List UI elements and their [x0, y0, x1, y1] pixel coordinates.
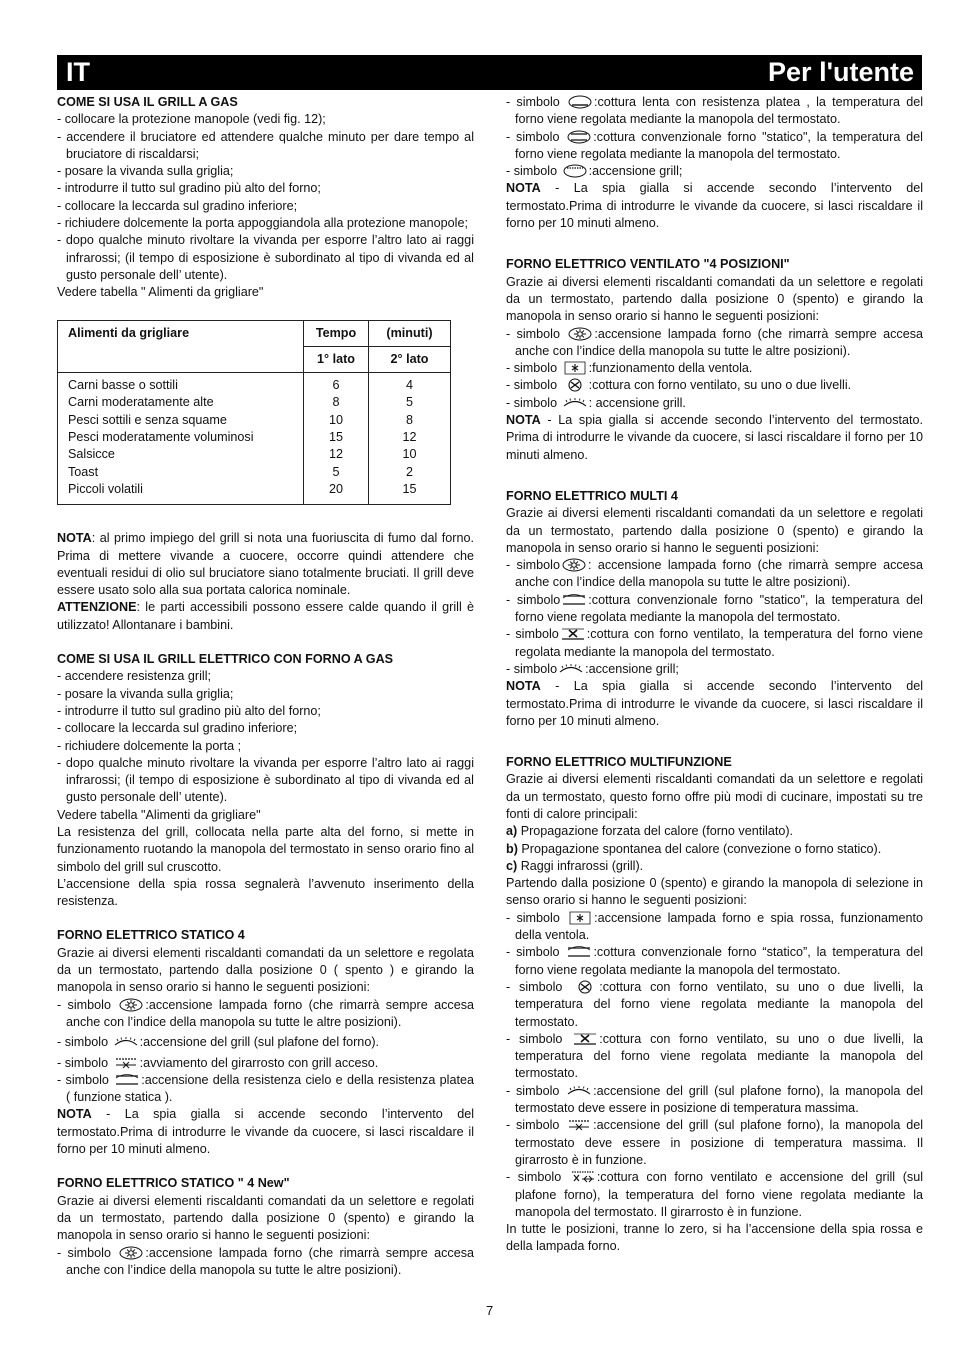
table-header-food: Alimenti da grigliare — [58, 320, 304, 373]
table-cell: 10 — [328, 412, 343, 427]
paragraph: Grazie ai diversi elementi riscaldanti comandati da un selettore e regolati da un termostato, questo forno offre più modi di cucinare, impostati su tre fonti di calore principali: — [506, 772, 923, 821]
symbol-item: - simbolo :funzionamento della ventola. — [506, 361, 753, 376]
symbol-item: - simbolo :cottura lenta con resistenza platea , la temperatura del forno viene regolata mediante la manopola del termostato. — [506, 95, 924, 127]
table-cell: Carni basse o sottili — [68, 378, 178, 393]
paragraph: La resistenza del grill, collocata nella parte alta del forno, si mette in funzionamento ruotando la manopola del termostato in senso orario fino al simbolo del grill sul cruscotto. — [57, 824, 474, 874]
fan-with-resistance-icon — [572, 1032, 598, 1045]
heat-source-a: a) Propagazione forzata del calore (forno ventilato). — [506, 824, 794, 839]
conventional-oven-icon — [566, 130, 592, 143]
table-cell: Pesci sottili e senza squame — [68, 412, 227, 427]
static-oven-icon — [561, 593, 587, 606]
symbol-item: - simbolo :accensione lampada forno (che rimarrà sempre accesa anche con l’indice della manopola su tutte le altre posizioni). — [57, 997, 475, 1029]
page-number: 7 — [486, 1303, 494, 1318]
section-title-multi-4: FORNO ELETTRICO MULTI 4 — [506, 488, 678, 503]
table-column-side-2 — [369, 373, 451, 505]
paragraph: Partendo dalla posizione 0 (spento) e girando la manopola di selezione in senso orario si hanno le seguenti posizioni: — [506, 876, 923, 908]
table-column-side-1 — [304, 373, 369, 505]
fan-oven-icon — [562, 378, 588, 391]
oven-lamp-icon — [567, 327, 593, 340]
table-cell: Toast — [68, 464, 99, 479]
right-column — [506, 94, 923, 1256]
table-header-time: Tempo — [304, 320, 369, 346]
bottom-heat-icon — [567, 95, 593, 108]
list-item: - collocare la leccarda sul gradino inferiore; — [57, 721, 298, 736]
symbol-item: - simbolo : accensione grill. — [506, 395, 686, 410]
fan-oven-icon — [572, 980, 598, 993]
table-cell: 8 — [332, 395, 340, 410]
rotisserie-icon — [113, 1056, 139, 1069]
static-oven-icon — [566, 945, 592, 958]
table-header-side-1: 1° lato — [304, 346, 369, 372]
list-item: - dopo qualche minuto rivoltare la vivanda per esporre l’altro lato ai raggi infrarossi; (il tempo di esposizione è subordinato al tipo di vivanda ed al gusto personale dell’ utente). — [57, 233, 474, 282]
page-header — [57, 55, 922, 90]
section-title-electric-grill: COME SI USA IL GRILL ELETTRICO CON FORNO A GAS — [57, 652, 394, 667]
symbol-item: - simbolo :accensione della resistenza cielo e della resistenza platea ( funzione statica ). — [57, 1072, 474, 1105]
fan-icon — [567, 911, 593, 924]
section-title-fan-oven-4: FORNO ELETTRICO VENTILATO "4 POSIZIONI" — [506, 257, 790, 272]
table-reference: Vedere tabella " Alimenti da grigliare" — [57, 285, 264, 300]
symbol-item: - simbolo :cottura convenzionale forno "statico", la temperatura del forno viene regolata mediante la manopola del termostato. — [506, 129, 923, 161]
table-cell: 15 — [402, 481, 417, 496]
heat-source-c: c) Raggi infrarossi (grill). — [506, 858, 644, 873]
list-item: - dopo qualche minuto rivoltare la vivanda per esporre l’altro lato ai raggi infrarossi; (il tempo di esposizione è subordinato al tipo di vivanda ed al gusto personale dell’ utente). — [57, 755, 474, 805]
fan-icon — [562, 361, 588, 374]
note-paragraph: NOTA - La spia gialla si accende secondo l’intervento del termostato. Prima di introdurre le vivande da cuocere, si lasci riscaldare il forno per 10 minuti almeno. — [506, 413, 923, 462]
symbol-item: - simbolo :cottura con forno ventilato, su uno o due livelli, la temperatura del forno viene regolata mediante la manopola del termostato. — [506, 979, 924, 1029]
symbol-item: - simbolo :accensione lampada forno (che rimarrà sempre accesa anche con l’indice della manopola su tutte le altre posizioni). — [506, 326, 924, 358]
table-cell: 20 — [328, 481, 343, 496]
page-title: Per l'utente — [768, 57, 914, 87]
paragraph: Grazie ai diversi elementi riscaldanti comandati da un selettore e regolati da un termostato, partendo dalla posizione 0 (spento) e girando la manopola in senso orario si hanno le seguenti posizioni: — [506, 506, 923, 555]
table-cell: Pesci moderatamente voluminosi — [68, 430, 254, 445]
grill-icon — [558, 662, 584, 675]
table-column-foods — [58, 373, 304, 505]
table-cell: 6 — [332, 378, 340, 393]
list-item: - collocare la leccarda sul gradino inferiore; — [57, 198, 298, 213]
warning-paragraph: ATTENZIONE: le parti accessibili possono essere calde quando il grill è utilizzato! Allontanare i bambini. — [57, 600, 474, 632]
note-paragraph: NOTA - La spia gialla si accende secondo l’intervento del termostato.Prima di introdurre le vivande da cuocere, si lasci riscaldare il forno per 10 minuti almeno. — [506, 679, 923, 728]
section-title-static-4: FORNO ELETTRICO STATICO 4 — [57, 928, 245, 943]
symbol-item: - simbolo :accensione lampada forno (che rimarrà sempre accesa anche con l’indice della manopola su tutte le altre posizioni). — [57, 1245, 475, 1277]
table-cell: 10 — [402, 447, 417, 462]
section-title-static-4-new: FORNO ELETTRICO STATICO " 4 New" — [57, 1176, 290, 1191]
symbol-item: - simbolo :accensione lampada forno e spia rossa, funzionamento della ventola. — [506, 910, 923, 943]
oven-lamp-icon — [118, 1246, 144, 1259]
grill-icon — [566, 1084, 592, 1097]
table-cell: Carni moderatamente alte — [68, 395, 214, 410]
list-item: - posare la vivanda sulla griglia; — [57, 686, 234, 701]
table-cell: Salsicce — [68, 447, 115, 462]
paragraph: L’accensione della spia rossa segnalerà l’avvenuto inserimento della resistenza. — [57, 876, 474, 909]
table-reference: Vedere tabella "Alimenti da grigliare" — [57, 807, 261, 822]
list-item: - posare la vivanda sulla griglia; — [57, 164, 234, 179]
oven-lamp-icon — [561, 558, 587, 571]
table-cell: 4 — [405, 378, 413, 393]
table-cell: 12 — [402, 430, 417, 445]
table-cell: 5 — [332, 464, 340, 479]
symbol-item: - simbolo :cottura con forno ventilato, su uno o due livelli. — [506, 378, 852, 393]
note-paragraph: NOTA - La spia gialla si accende secondo l’intervento del termostato.Prima di introdurre le vivande da cuocere, si lasci riscaldare il forno per 10 minuti almeno. — [506, 181, 923, 231]
list-item: - introdurre il tutto sul gradino più alto del forno; — [57, 181, 321, 196]
left-column — [57, 94, 474, 1279]
symbol-item: - simbolo :accensione del grill (sul plafone forno), la manopola del termostato deve essere in posizione di temperatura massima. — [506, 1083, 924, 1116]
table-header-side-2: 2° lato — [369, 346, 451, 372]
grill-times-table — [57, 320, 451, 506]
symbol-item: - simbolo :accensione del grill (sul plafone forno), la manopola del termostato deve essere in posizione di temperatura massima. Il girarrosto è in funzione. — [506, 1118, 924, 1167]
table-cell: 12 — [328, 447, 343, 462]
note-paragraph: NOTA - La spia gialla si accende secondo l’intervento del termostato.Prima di introdurre le vivande da cuocere, si lasci riscaldare il forno per 10 minuti almeno. — [57, 1107, 474, 1157]
table-cell: 8 — [405, 412, 413, 427]
symbol-item: - simbolo :cottura convenzionale forno "statico", la temperatura del forno viene regolata mediante la manopola del termostato. — [506, 592, 923, 625]
paragraph: In tutte le posizioni, tranne lo zero, si ha l’accensione della spia rossa e della lampada forno. — [506, 1222, 923, 1254]
symbol-item: - simbolo :accensione grill; — [506, 164, 683, 179]
section-title-multifunction: FORNO ELETTRICO MULTIFUNZIONE — [506, 755, 732, 770]
symbol-item: - simbolo :cottura con forno ventilato, la temperatura del forno viene regolata mediante la manopola del termostato. — [506, 627, 923, 659]
list-item: - collocare la protezione manopole (vedi fig. 12); — [57, 112, 326, 127]
symbol-item: - simbolo : accensione lampada forno (che rimarrà sempre accesa anche con l’indice della manopola su tutte le altre posizioni). — [506, 558, 923, 590]
list-item: - accendere resistenza grill; — [57, 669, 211, 684]
language-tag: IT — [66, 57, 90, 87]
fan-with-resistance-icon — [560, 627, 586, 640]
paragraph: Grazie ai diversi elementi riscaldanti comandati da un selettore e regolati da un termostato, partendo dalla posizione 0 (spento) e girando la manopola in senso orario si hanno le seguenti posizioni: — [506, 274, 923, 324]
paragraph: Grazie ai diversi elementi riscaldanti comandati da un selettore e regolata da un termostato, partendo dalla posizione 0 ( spento ) e girando la manopola in senso orario si hanno le seguenti posizioni: — [57, 945, 474, 995]
table-cell: 5 — [405, 395, 413, 410]
static-oven-icon — [114, 1073, 140, 1086]
note-paragraph: NOTA: al primo impiego del grill si nota una fuoriuscita di fumo dal forno. Prima di mettere vivande a cuocere, occorre quindi attendere che eventuali residui di olio sul bruciatore siano totalmente bruciati. Il grill deve essere usato solo alla sua portata calorica nominale. — [57, 531, 474, 598]
grill-icon — [113, 1035, 139, 1048]
table-cell: Piccoli volatili — [68, 481, 143, 496]
fan-grill-rotisserie-icon — [570, 1170, 596, 1183]
grill-icon — [562, 164, 588, 177]
rotisserie-icon — [566, 1118, 592, 1131]
oven-lamp-icon — [118, 998, 144, 1011]
paragraph: Grazie ai diversi elementi riscaldanti comandati da un selettore e regolati da un termostato, partendo dalla posizione 0 (spento) e girando la manopola in senso orario si hanno le seguenti posizioni: — [57, 1193, 474, 1243]
heat-source-b: b) Propagazione spontanea del calore (convezione o forno statico). — [506, 841, 882, 856]
symbol-item: - simbolo :avviamento del girarrosto con grill acceso. — [57, 1055, 379, 1070]
list-item: - richiudere dolcemente la porta appoggiandola alla protezione manopole; — [57, 216, 468, 231]
symbol-item: - simbolo :cottura con forno ventilato, su uno o due livelli, la temperatura del forno viene regolata mediante la manopola del termostato. — [506, 1031, 924, 1081]
list-item: - accendere il bruciatore ed attendere qualche minuto per dare tempo al bruciatore di riscaldarsi; — [57, 129, 474, 161]
grill-icon — [562, 396, 588, 409]
table-cell: 2 — [405, 464, 413, 479]
list-item: - introdurre il tutto sul gradino più alto del forno; — [57, 703, 321, 718]
table-header-minutes: (minuti) — [369, 320, 451, 346]
section-title-grill-gas: COME SI USA IL GRILL A GAS — [57, 95, 238, 109]
symbol-item: - simbolo :accensione grill; — [506, 661, 679, 676]
symbol-item: - simbolo :cottura convenzionale forno “statico”, la temperatura del forno viene regolata mediante la manopola del termostato. — [506, 945, 923, 977]
list-item: - richiudere dolcemente la porta ; — [57, 738, 242, 753]
symbol-item: - simbolo :accensione del grill (sul plafone del forno). — [57, 1035, 380, 1050]
symbol-item: - simbolo :cottura con forno ventilato e accensione del grill (sul plafone forno), la temperatura del forno viene regolata mediante la manopola del termostato. Il girarrosto è in funzione. — [506, 1170, 923, 1219]
table-cell: 15 — [328, 430, 343, 445]
